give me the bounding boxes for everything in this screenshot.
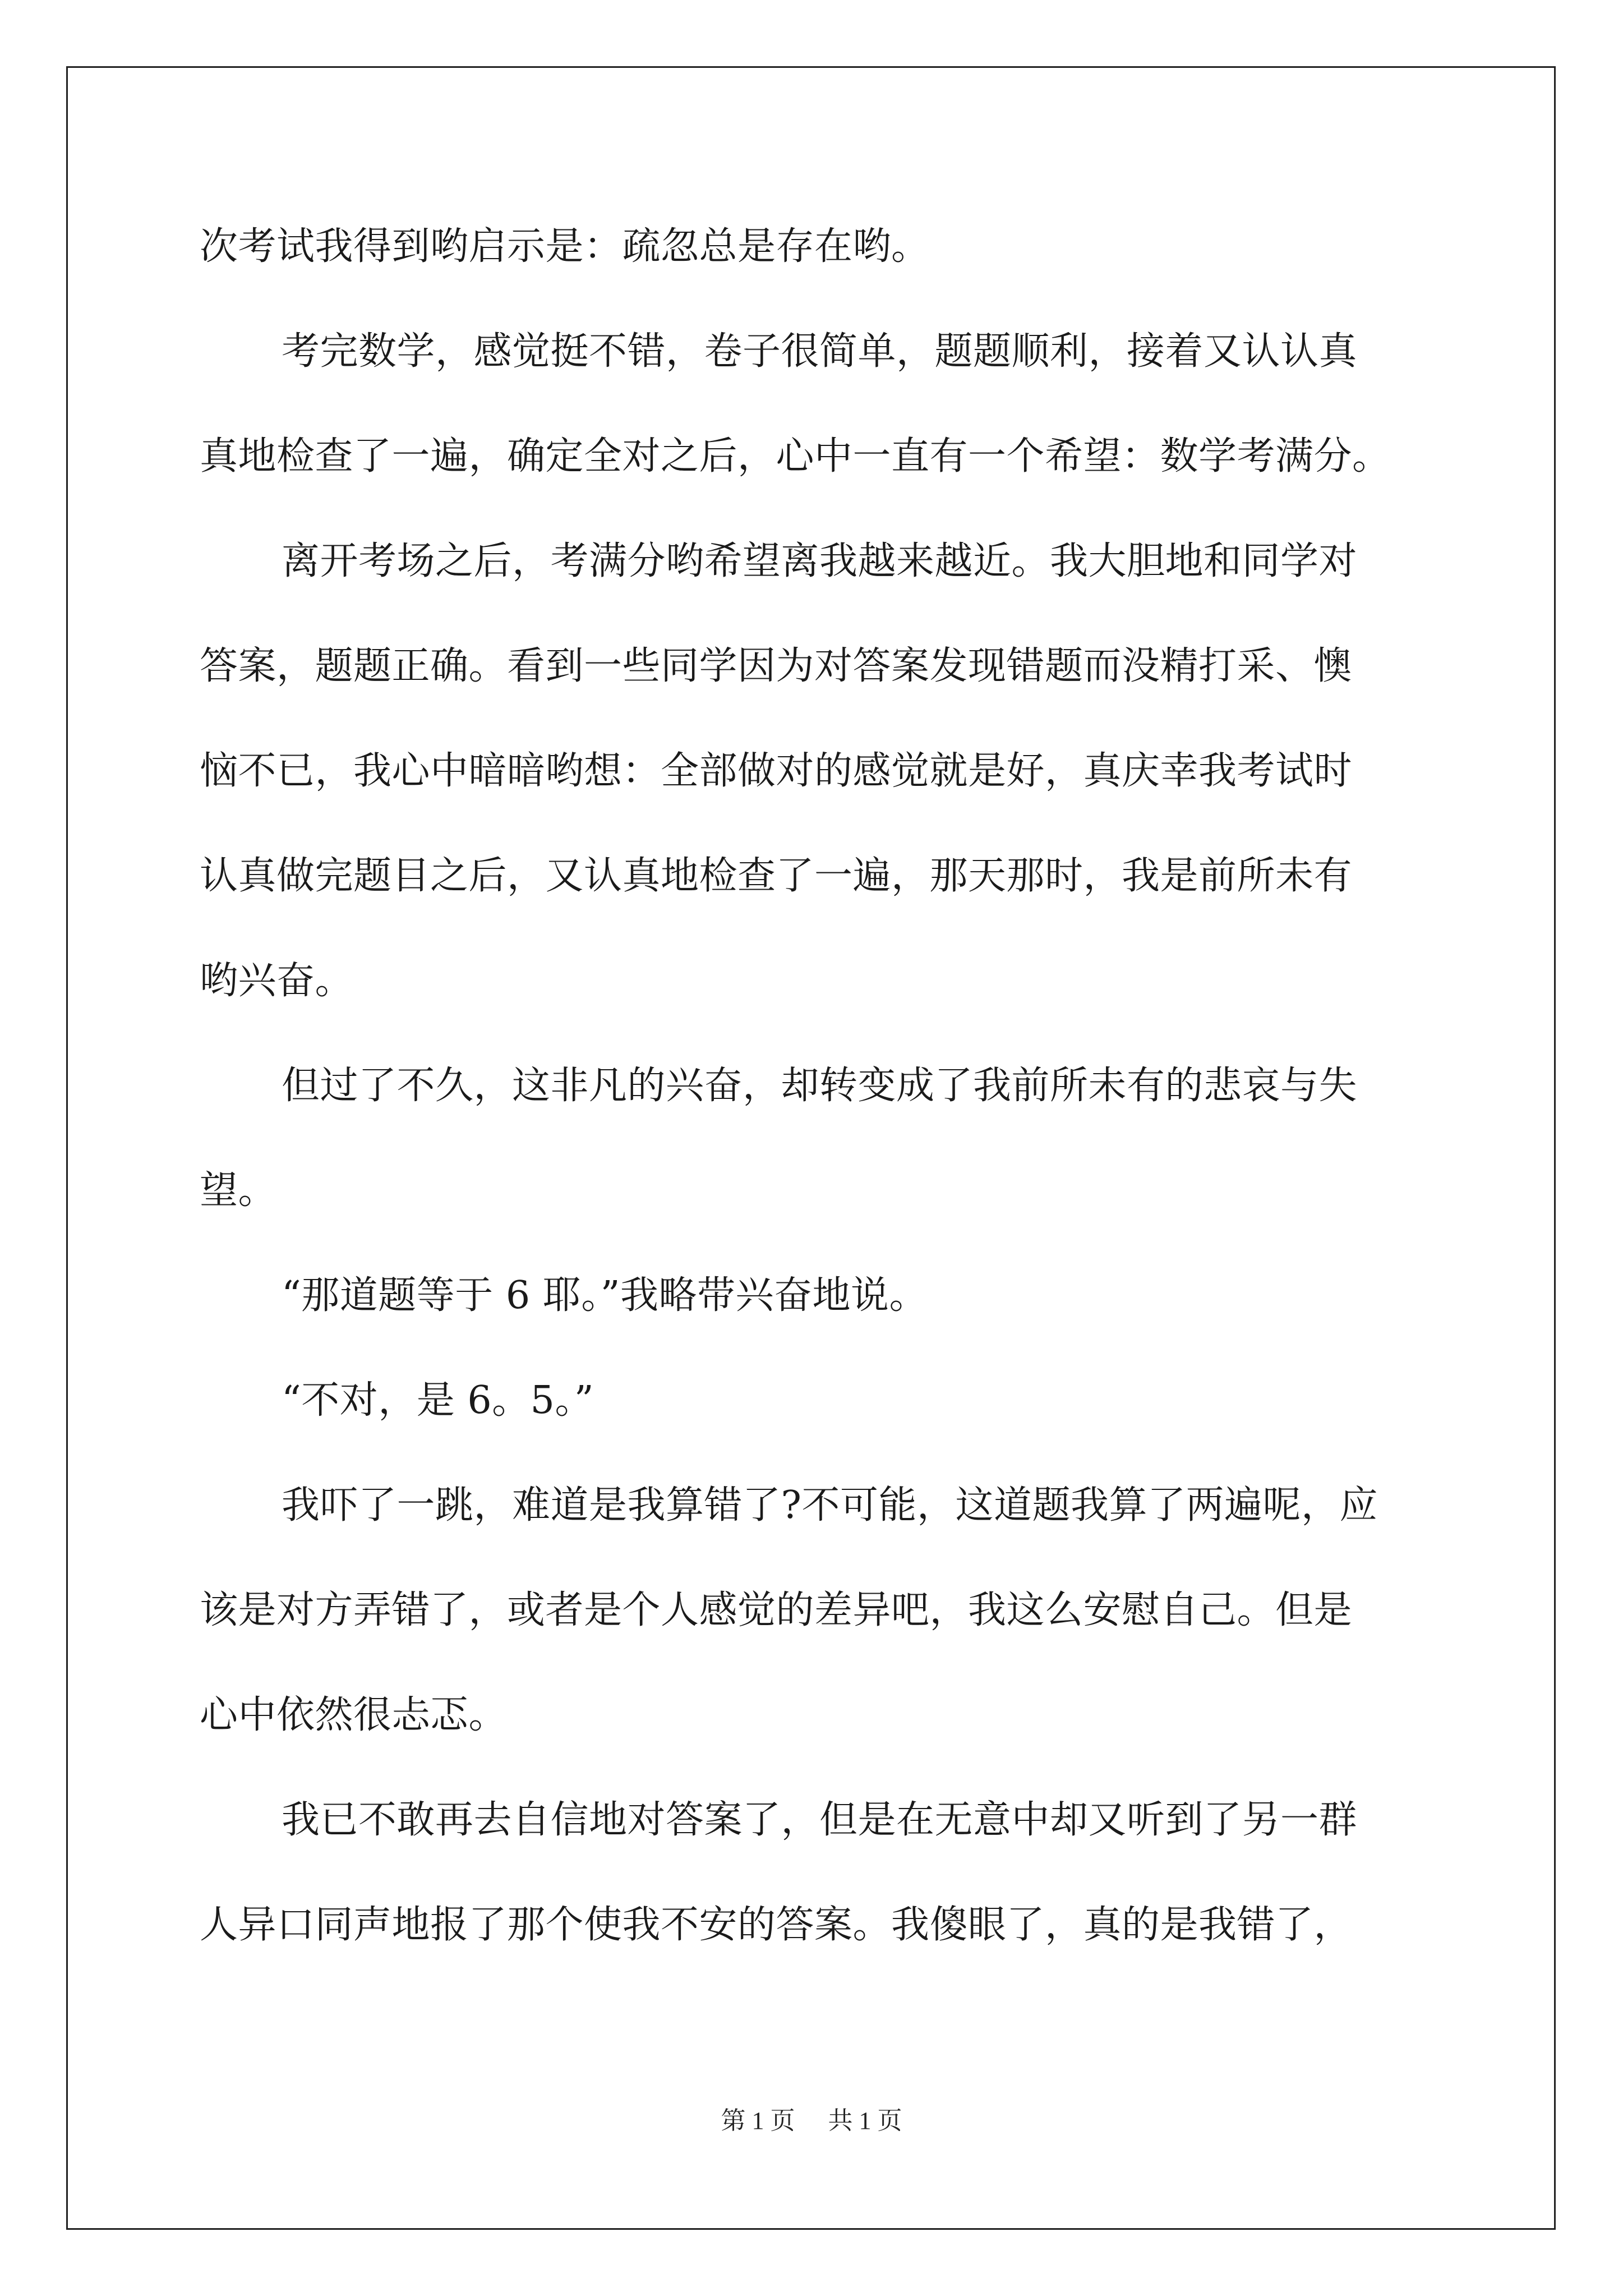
text-line-7: 认真做完题目之后，又认真地检查了一遍，那天那时，我是前所未有 [200,854,1353,898]
text-line-11: “那道题等于 6 耶。”我略带兴奋地说。 [282,1273,928,1318]
text-line-1: 次考试我得到哟启示是：疏忽总是存在哟。 [200,224,930,269]
text-line-12: “不对，是 6。5。” [282,1378,594,1423]
text-line-2: 考完数学，感觉挺不错，卷子很简单，题题顺利，接着又认认真 [282,329,1358,374]
text-line-5: 答案，题题正确。看到一些同学因为对答案发现错题而没精打采、懊 [200,644,1353,688]
text-line-17: 人异口同声地报了那个使我不安的答案。我傻眼了，真的是我错了， [200,1903,1353,1947]
text-line-15: 心中依然很忐忑。 [200,1693,508,1737]
page-footer [0,2100,1623,2136]
page-total: 共 1 页 [828,2107,902,2134]
text-line-10: 望。 [200,1168,277,1213]
document-body [200,194,1433,1977]
text-line-14: 该是对方弄错了，或者是个人感觉的差异吧，我这么安慰自己。但是 [200,1588,1353,1632]
text-line-6: 恼不已，我心中暗暗哟想：全部做对的感觉就是好，真庆幸我考试时 [200,749,1353,793]
text-line-9: 但过了不久，这非凡的兴奋，却转变成了我前所未有的悲哀与失 [282,1064,1358,1108]
page-number: 第 1 页 [721,2107,795,2134]
text-line-8: 哟兴奋。 [200,959,354,1003]
text-line-13: 我吓了一跳，难道是我算错了?不可能，这道题我算了两遍呢，应 [282,1483,1378,1527]
text-line-3: 真地检查了一遍，确定全对之后，心中一直有一个希望：数学考满分。 [200,434,1391,478]
text-line-4: 离开考场之后，考满分哟希望离我越来越近。我大胆地和同学对 [282,539,1358,583]
text-line-16: 我已不敢再去自信地对答案了，但是在无意中却又听到了另一群 [282,1798,1358,1842]
